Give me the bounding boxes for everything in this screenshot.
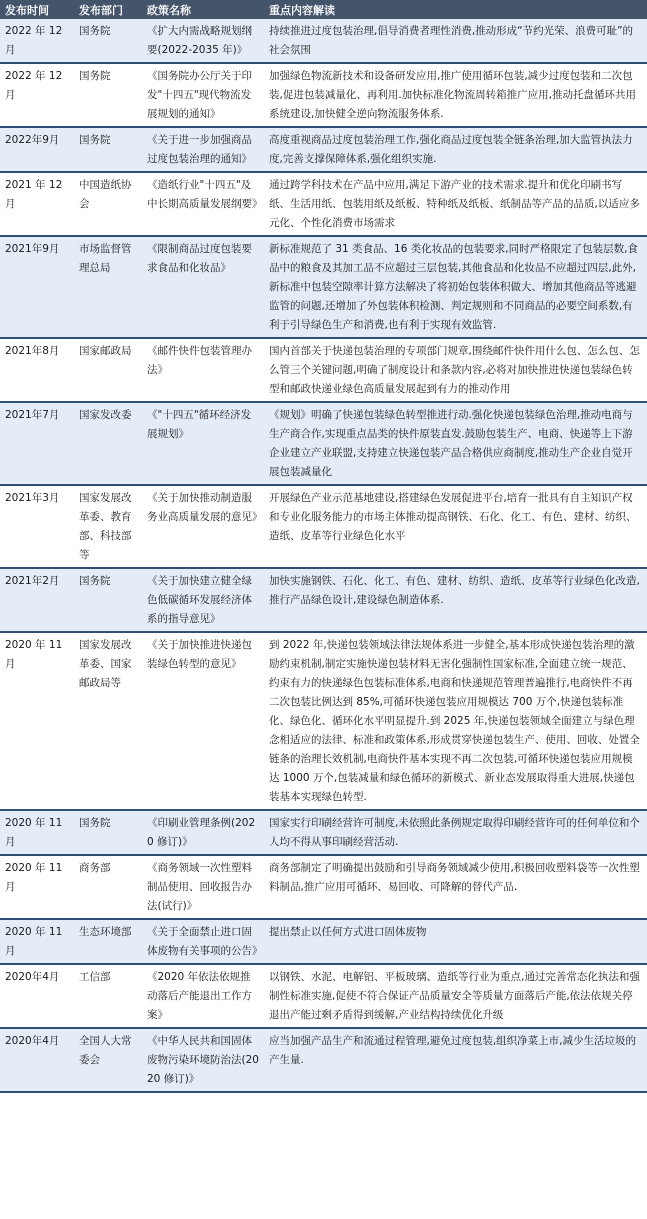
table-row	[0, 632, 647, 810]
cell-content: 通过跨学科技术在产品中应用,满足下游产业的技术需求.提升和优化印刷书写纸、生活用纸、包装用纸及纸板、特种纸及纸板、纸制品等产品的品质,以适应多元化、个性化消费市场需求	[264, 172, 647, 236]
cell-content: 《规划》明确了快递包装绿色转型推进行动.强化快递包装绿色治理,推动电商与生产商合作,实现重点品类的快件原装直发.鼓励包装生产、电商、快递等上下游企业建立产业联盟,支持建立快递包装产品合格供应商制度,推动生产企业自觉开展包装减量化	[264, 402, 647, 485]
cell-date: 2022年9月	[0, 127, 74, 172]
cell-content: 提出禁止以任何方式进口固体废物	[264, 919, 647, 964]
cell-date: 2020 年 11 月	[0, 919, 74, 964]
cell-policy: 《2020 年依法依规推动落后产能退出工作方案》	[142, 964, 264, 1028]
cell-policy: 《国务院办公厅关于印发"十四五"现代物流发展规划的通知》	[142, 63, 264, 127]
cell-policy: 《关于加快推进快递包装绿色转型的意见》	[142, 632, 264, 810]
table-row	[0, 568, 647, 632]
cell-date: 2021年7月	[0, 402, 74, 485]
cell-policy: 《商务领域一次性塑料制品使用、回收报告办法(试行)》	[142, 855, 264, 919]
cell-policy: 《"十四五"循环经济发展规划》	[142, 402, 264, 485]
cell-dept: 市场监督管理总局	[74, 236, 142, 338]
table-row	[0, 1028, 647, 1092]
cell-content: 国内首部关于快递包装治理的专项部门规章,围绕邮件快件用什么包、怎么包、怎么管三个关键问题,明确了制度设计和条款内容,必将对加快推进快递包装绿色转型和邮政快递业绿色高质量发展起到有力的推动作用	[264, 338, 647, 402]
cell-policy: 《关于加快建立健全绿色低碳循环发展经济体系的指导意见》	[142, 568, 264, 632]
cell-policy: 《关于进一步加强商品过度包装治理的通知》	[142, 127, 264, 172]
cell-dept: 国务院	[74, 63, 142, 127]
cell-content: 应当加强产品生产和流通过程管理,避免过度包装,组织净菜上市,减少生活垃圾的产生量.	[264, 1028, 647, 1092]
header-policy: 政策名称	[142, 0, 264, 19]
table-row	[0, 236, 647, 338]
cell-policy: 《关于加快推动制造服务业高质量发展的意见》	[142, 485, 264, 568]
cell-dept: 国务院	[74, 810, 142, 855]
table-row	[0, 172, 647, 236]
cell-date: 2022 年 12 月	[0, 19, 74, 63]
table-row	[0, 338, 647, 402]
table-row	[0, 919, 647, 964]
cell-content: 以钢铁、水泥、电解铝、平板玻璃、造纸等行业为重点,通过完善常态化执法和强制性标准实施,促使不符合保证产品质量安全等质量方面落后产能,依法依规关停退出产能过剩矛盾得到缓解,产业结构持续优化升级	[264, 964, 647, 1028]
cell-policy: 《印刷业管理条例(2020 修订)》	[142, 810, 264, 855]
cell-date: 2021年3月	[0, 485, 74, 568]
header-date: 发布时间	[0, 0, 74, 19]
cell-content: 高度重视商品过度包装治理工作,强化商品过度包装全链条治理,加大监管执法力度,完善支撑保障体系,强化组织实施.	[264, 127, 647, 172]
cell-dept: 国家发展改革委、国家邮政局等	[74, 632, 142, 810]
cell-dept: 生态环境部	[74, 919, 142, 964]
cell-content: 开展绿色产业示范基地建设,搭建绿色发展促进平台,培育一批具有自主知识产权和专业化服务能力的市场主体推动提高钢铁、石化、化工、有色、建材、纺织、造纸、皮革等行业绿色化水平	[264, 485, 647, 568]
cell-date: 2021年9月	[0, 236, 74, 338]
cell-content: 加快实施钢铁、石化、化工、有色、建材、纺织、造纸、皮革等行业绿色化改造,推行产品绿色设计,建设绿色制造体系.	[264, 568, 647, 632]
header-row	[0, 0, 647, 19]
cell-policy: 《中华人民共和国固体废物污染环境防治法(2020 修订)》	[142, 1028, 264, 1092]
cell-policy: 《限制商品过度包装要求食品和化妆品》	[142, 236, 264, 338]
cell-dept: 商务部	[74, 855, 142, 919]
cell-content: 新标准规范了 31 类食品、16 类化妆品的包装要求,同时严格限定了包装层数,食品中的粮食及其加工品不应超过三层包装,其他食品和化妆品不应超过四层,此外,新标准中包装空隙率计算方法解决了将初始包装体积做大、增加其他商品等逃避监管的问题,还增加了外包装体积检测、判定规则和不同商品的必要空间系数,有利于引导绿色生产和消费,也有利于实现有效监管.	[264, 236, 647, 338]
cell-dept: 国家邮政局	[74, 338, 142, 402]
table-row	[0, 855, 647, 919]
cell-date: 2021年8月	[0, 338, 74, 402]
table-row	[0, 19, 647, 63]
cell-content: 国家实行印刷经营许可制度,未依照此条例规定取得印刷经营许可的任何单位和个人均不得从事印刷经营活动.	[264, 810, 647, 855]
table-row	[0, 810, 647, 855]
cell-dept: 国家发改委	[74, 402, 142, 485]
cell-content: 持续推进过度包装治理,倡导消费者理性消费,推动形成“节约光荣、浪费可耻”的社会氛围	[264, 19, 647, 63]
cell-content: 加强绿色物流新技术和设备研发应用,推广使用循环包装,减少过度包装和二次包装,促进包装减量化、再利用.加快标准化物流周转箱推广应用,推动托盘循环共用系统建设,加快健全逆向物流服务体系.	[264, 63, 647, 127]
cell-dept: 中国造纸协会	[74, 172, 142, 236]
cell-content: 商务部制定了明确提出鼓励和引导商务领域减少使用,积极回收塑料袋等一次性塑料制品,推广应用可循环、易回收、可降解的替代产品.	[264, 855, 647, 919]
cell-dept: 国务院	[74, 568, 142, 632]
cell-date: 2020 年 11 月	[0, 810, 74, 855]
cell-date: 2020年4月	[0, 1028, 74, 1092]
cell-content: 到 2022 年,快递包装领域法律法规体系进一步健全,基本形成快递包装治理的激励约束机制,制定实施快递包装材料无害化强制性国家标准,全面建立统一规范、约束有力的快递绿色包装标准体系,电商和快递规范管理普遍推行,电商快件不再二次包装比例达到 85%,可循环快递包装应用规模达 700 万个,快递包装标准化、绿色化、循环化水平明显提升.到 2025 年,快递包装领域全面建立与绿色理念相适应的法律、标准和政策体系,形成贯穿快递包装生产、使用、回收、处置全链条的治理长效机制,电商快件基本实现不再二次包装,可循环快递包装应用规模达 1000 万个,包装减量和绿色循环的新模式、新业态发展取得重大进展,快递包装基本实现绿色转型.	[264, 632, 647, 810]
cell-date: 2022 年 12 月	[0, 63, 74, 127]
cell-dept: 全国人大常委会	[74, 1028, 142, 1092]
cell-policy: 《邮件快件包装管理办法》	[142, 338, 264, 402]
cell-policy: 《扩大内需战略规划纲要(2022-2035 年)》	[142, 19, 264, 63]
cell-dept: 国务院	[74, 127, 142, 172]
table-row	[0, 402, 647, 485]
cell-date: 2020 年 11 月	[0, 632, 74, 810]
header-content: 重点内容解读	[264, 0, 647, 19]
cell-date: 2020 年 11 月	[0, 855, 74, 919]
cell-policy: 《造纸行业"十四五"及中长期高质量发展纲要》	[142, 172, 264, 236]
cell-dept: 国家发展改革委、教育部、科技部等	[74, 485, 142, 568]
cell-dept: 国务院	[74, 19, 142, 63]
table-row	[0, 63, 647, 127]
table-row	[0, 485, 647, 568]
table-row	[0, 127, 647, 172]
cell-policy: 《关于全面禁止进口固体废物有关事项的公告》	[142, 919, 264, 964]
cell-date: 2021 年 12 月	[0, 172, 74, 236]
cell-date: 2020年4月	[0, 964, 74, 1028]
table-row	[0, 964, 647, 1028]
cell-date: 2021年2月	[0, 568, 74, 632]
header-dept: 发布部门	[74, 0, 142, 19]
cell-dept: 工信部	[74, 964, 142, 1028]
